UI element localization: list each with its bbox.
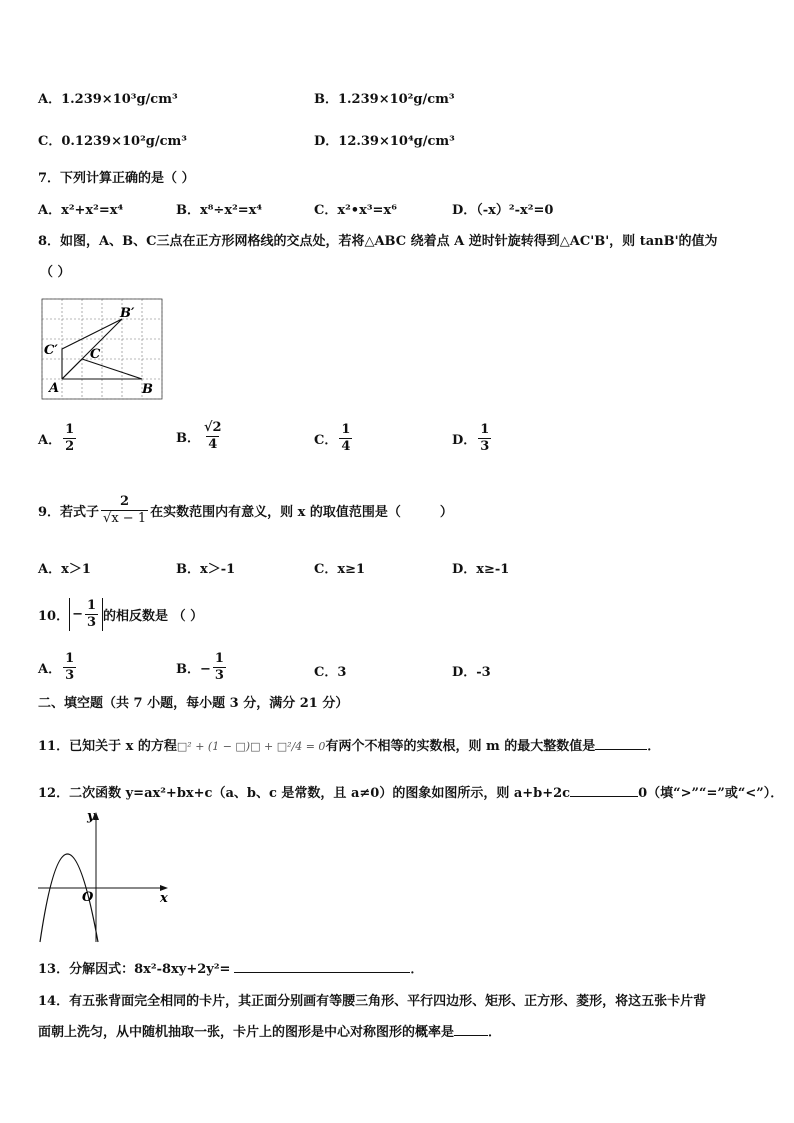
q8-option-b: B． $\frac{√2}{4}$ [176,420,222,452]
q12-answer-blank [570,784,638,797]
label-c: C [90,347,101,362]
section-heading: 二、填空题（共 7 小题，每小题 3 分，满分 21 分） [38,696,349,711]
q11-stem: 11．已知关于 x 的方程□² + (1 − □)□ + □²/4 = 0有两个不相等的实数根，则 m 的最大整数值是 ． [38,739,661,754]
absolute-value-expression: − $\frac{1}{3}$ [69,598,103,631]
q10-option-c: C．3 [314,665,347,680]
origin-label: O [82,890,94,905]
q11-answer-blank [595,737,647,750]
q7-option-d: D．（-x）²-x²=0 [452,203,554,218]
axis-x-label: x [160,891,168,906]
label-c-prime: C′ [44,343,58,358]
label-a: A [49,381,60,396]
q6-option-b: B．1.239×10²g/cm³ [314,92,455,107]
q9-option-a: A．x＞1 [38,562,91,577]
q13-stem: 13．分解因式：8x²-8xy+2y²= ． [38,962,424,977]
q8-option-c: C． $\frac{1}{4}$ [314,422,351,454]
q8-stem-line2: （ ） [40,265,71,280]
q14-line1: 14．有五张背面完全相同的卡片，其正面分别画有等腰三角形、平行四边形、矩形、正方形、菱形，将这五张卡片背 [38,994,707,1009]
q7-option-a: A．x²+x²=x⁴ [38,203,124,218]
q12-parabola-graph [36,806,176,944]
q8-stem: 8．如图，A、B、C三点在正方形网格线的交点处，若将△ABC 绕着点 A 逆时针旋转得到△AC'B'，则 tanB'的值为 [38,234,718,249]
q9-option-d: D．x≥-1 [452,562,510,577]
q9-option-b: B．x＞-1 [176,562,236,577]
q10-option-d: D．-3 [452,665,491,680]
label-b: B [142,382,153,397]
q10-option-b: B．− $\frac{1}{3}$ [176,651,224,683]
q7-stem: 7．下列计算正确的是（ ） [38,171,195,186]
q8-option-a: A． $\frac{1}{2}$ [38,422,75,454]
q13-answer-blank [234,960,410,973]
q11-equation: □² + (1 − □)□ + □²/4 = 0 [176,740,326,753]
q14-answer-blank [454,1023,488,1036]
label-b-prime: B′ [120,306,135,321]
q14-line2: 面朝上洗匀，从中随机抽取一张，卡片上的图形是中心对称图形的概率是 ． [38,1025,502,1040]
q6-option-d: D．12.39×10⁴g/cm³ [314,134,455,149]
q7-option-b: B．x⁸÷x²=x⁴ [176,203,263,218]
axis-y-label: y [87,809,95,824]
q9-stem: 9．若式子 $\frac{2}{√x - 1}$ 在实数范围内有意义，则 x 的取值范围是（ ） [38,494,453,526]
q12-stem: 12．二次函数 y=ax²+bx+c（a、b、c 是常数，且 a≠0）的图象如图所示，则 a+b+2c 0（填“>”“=”或“<”）． [38,786,784,801]
q7-option-c: C．x²•x³=x⁶ [314,203,397,218]
q9-option-c: C．x≥1 [314,562,366,577]
q10-stem: 10． − $\frac{1}{3}$ 的相反数是 （ ） [38,598,204,630]
q10-option-a: A． $\frac{1}{3}$ [38,651,75,683]
q6-option-c: C．0.1239×10²g/cm³ [38,134,187,149]
q8-option-d: D． $\frac{1}{3}$ [452,422,490,454]
q6-option-a: A．1.239×10³g/cm³ [38,92,178,107]
q8-grid-figure [40,297,164,401]
